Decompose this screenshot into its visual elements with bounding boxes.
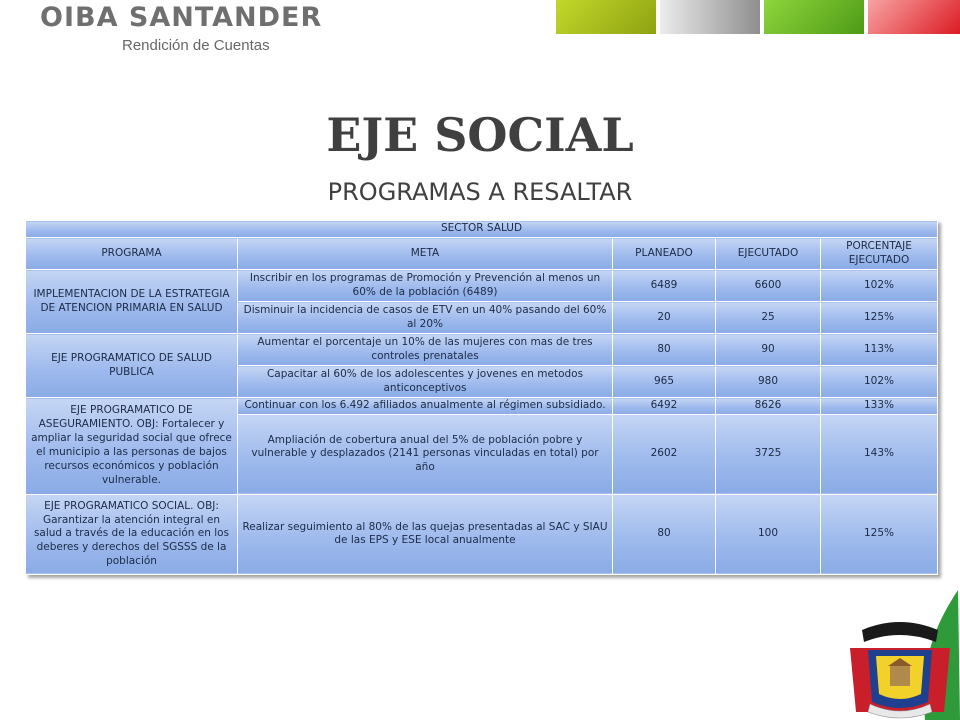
meta-cell: Realizar seguimiento al 80% de las quejas presentadas al SAC y SIAU de las EPS y ESE local anualmente xyxy=(238,494,613,574)
sector-header: SECTOR SALUD xyxy=(26,221,938,238)
ejecutado-cell: 3725 xyxy=(716,414,821,494)
porcentaje-cell: 125% xyxy=(821,494,938,574)
table-row xyxy=(26,494,938,574)
table-row xyxy=(26,334,938,366)
header-planeado: PLANEADO xyxy=(613,238,716,270)
ejecutado-cell: 8626 xyxy=(716,398,821,415)
porcentaje-cell: 143% xyxy=(821,414,938,494)
planeado-cell: 80 xyxy=(613,334,716,366)
brand-header xyxy=(40,2,323,54)
table-row xyxy=(26,270,938,302)
meta-cell: Capacitar al 60% de los adolescentes y jovenes en metodos anticonceptivos xyxy=(238,366,613,398)
planeado-cell: 6492 xyxy=(613,398,716,415)
brand-title: OIBA SANTANDER xyxy=(40,2,323,33)
porcentaje-cell: 102% xyxy=(821,366,938,398)
color-block-gray xyxy=(660,0,760,34)
porcentaje-cell: 102% xyxy=(821,270,938,302)
slide-title: EJE SOCIAL xyxy=(326,108,634,162)
coat-of-arms-icon xyxy=(840,590,960,720)
planeado-cell: 965 xyxy=(613,366,716,398)
color-block-red xyxy=(868,0,960,34)
ejecutado-cell: 90 xyxy=(716,334,821,366)
ejecutado-cell: 6600 xyxy=(716,270,821,302)
programa-cell: IMPLEMENTACION DE LA ESTRATEGIA DE ATENCION PRIMARIA EN SALUD xyxy=(26,270,238,334)
table-header-row xyxy=(26,238,938,270)
ejecutado-cell: 980 xyxy=(716,366,821,398)
meta-cell: Continuar con los 6.492 afiliados anualmente al régimen subsidiado. xyxy=(238,398,613,415)
table-sector-row xyxy=(26,221,938,238)
color-blocks xyxy=(556,0,960,34)
color-block-olive xyxy=(556,0,656,34)
planeado-cell: 80 xyxy=(613,494,716,574)
porcentaje-cell: 133% xyxy=(821,398,938,415)
porcentaje-cell: 125% xyxy=(821,302,938,334)
planeado-cell: 6489 xyxy=(613,270,716,302)
programa-cell: EJE PROGRAMATICO DE ASEGURAMIENTO. OBJ: Fortalecer y ampliar la seguridad social que ofrece el municipio a las personas de bajos recursos económicos y población vulnerable. xyxy=(26,398,238,495)
porcentaje-cell: 113% xyxy=(821,334,938,366)
header-meta: META xyxy=(238,238,613,270)
meta-cell: Aumentar el porcentaje un 10% de las mujeres con mas de tres controles prenatales xyxy=(238,334,613,366)
sector-salud-table xyxy=(25,220,938,575)
slide-subtitle: PROGRAMAS A RESALTAR xyxy=(327,178,633,206)
header-porcentaje: PORCENTAJE EJECUTADO xyxy=(821,238,938,270)
shield-building xyxy=(890,666,910,686)
table-row xyxy=(26,398,938,415)
header-programa: PROGRAMA xyxy=(26,238,238,270)
meta-cell: Ampliación de cobertura anual del 5% de población pobre y vulnerable y desplazados (2141 personas vinculadas en total) por año xyxy=(238,414,613,494)
header-ejecutado: EJECUTADO xyxy=(716,238,821,270)
programa-cell: EJE PROGRAMATICO DE SALUD PUBLICA xyxy=(26,334,238,398)
meta-cell: Disminuir la incidencia de casos de ETV en un 40% pasando del 60% al 20% xyxy=(238,302,613,334)
programa-cell: EJE PROGRAMATICO SOCIAL. OBJ: Garantizar la atención integral en salud a través de la educación en los deberes y derechos del SGSSS de la población xyxy=(26,494,238,574)
color-block-green xyxy=(764,0,864,34)
ejecutado-cell: 100 xyxy=(716,494,821,574)
planeado-cell: 20 xyxy=(613,302,716,334)
seal-banner xyxy=(862,622,938,642)
ejecutado-cell: 25 xyxy=(716,302,821,334)
meta-cell: Inscribir en los programas de Promoción y Prevención al menos un 60% de la población (6489) xyxy=(238,270,613,302)
brand-subtitle: Rendición de Cuentas xyxy=(122,37,270,54)
planeado-cell: 2602 xyxy=(613,414,716,494)
